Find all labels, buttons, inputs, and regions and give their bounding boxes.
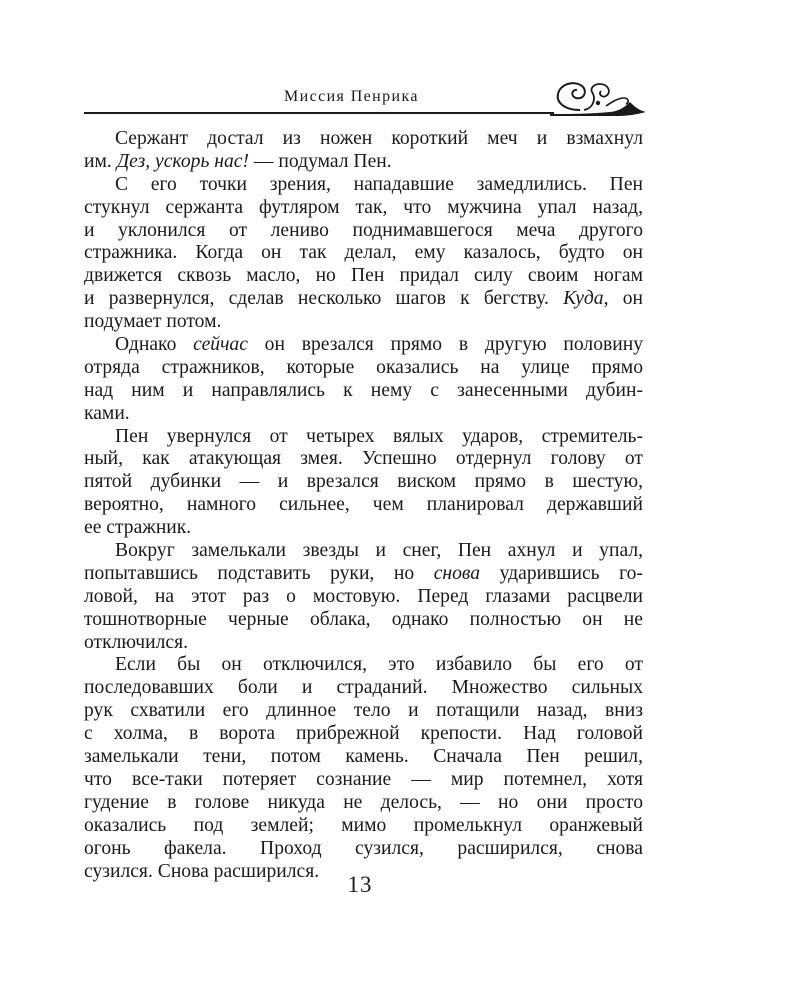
- text-run: сузился. Снова расширился.: [84, 860, 320, 882]
- text-line: [84, 723, 643, 746]
- text-run: Однако: [115, 334, 194, 356]
- italic-text-run: Куда: [563, 288, 604, 310]
- text-line: [84, 220, 643, 243]
- text-line: [84, 815, 643, 838]
- text-run: над ним и направлялись к нему с занесенными дубин-: [84, 379, 643, 401]
- text-line: [84, 563, 643, 586]
- running-title: Миссия Пенрика: [284, 88, 419, 105]
- text-run: движется сквозь масло, но Пен придал силу своим ногам: [84, 265, 643, 287]
- text-run: — подумал Пен.: [249, 150, 392, 172]
- text-line: [84, 517, 643, 540]
- text-line: [84, 586, 643, 609]
- text-run: тошнотворные черные облака, однако полностью он не: [84, 608, 643, 630]
- text-line: [84, 174, 643, 197]
- text-run: вероятно, намного сильнее, чем планировал державший: [84, 494, 643, 516]
- text-run: замелькали тени, потом камень. Сначала Пен решил,: [84, 746, 643, 768]
- text-line: [84, 357, 643, 380]
- text-line: [84, 151, 643, 174]
- text-line: [84, 700, 643, 723]
- text-run: отключился.: [84, 631, 189, 653]
- text-line: [84, 311, 643, 334]
- text-line: [84, 632, 643, 655]
- text-run: Если бы он отключился, это избавило бы его от: [115, 654, 643, 676]
- text-run: стукнул сержанта футляром так, что мужчина упал назад,: [84, 196, 643, 218]
- text-run: оказались под землей; мимо промелькнул оранжевый: [84, 814, 643, 836]
- page-number: 13: [347, 872, 373, 897]
- text-line: [84, 609, 643, 632]
- text-run: Вокруг замелькали звезды и снег, Пен ахнул и упал,: [115, 540, 643, 562]
- text-run: что все-таки потеряет сознание — мир потемнел, хотя: [84, 768, 643, 790]
- header-rule: [84, 112, 554, 114]
- text-run: попытавшись подставить руки, но: [84, 562, 434, 584]
- text-run: стражника. Когда он так делал, ему казалось, будто он: [84, 242, 643, 264]
- text-run: с холма, в ворота прибрежной крепости. Над головой: [84, 723, 643, 745]
- text-run: С его точки зрения, нападавшие замедлились. Пен: [115, 173, 643, 195]
- italic-text-run: Дез, ускорь нас!: [116, 150, 249, 172]
- text-line: [84, 242, 643, 265]
- paragraph: [84, 540, 643, 654]
- text-run: он врезался прямо в другую половину: [247, 334, 644, 356]
- text-line: [84, 265, 643, 288]
- body-text: [84, 128, 643, 883]
- text-run: им.: [84, 150, 117, 172]
- text-line: [84, 288, 643, 311]
- text-run: рук схватили его длинное тело и потащили назад, вниз: [84, 700, 643, 722]
- scroll-swirl-ornament-icon: [550, 76, 646, 120]
- text-line: [84, 494, 643, 517]
- text-line: [84, 792, 643, 815]
- text-run: ками.: [84, 402, 130, 424]
- text-line: [84, 426, 643, 449]
- text-line: [84, 471, 643, 494]
- text-line: [84, 654, 643, 677]
- text-run: ее стражник.: [84, 517, 192, 539]
- paragraph: [84, 654, 643, 883]
- italic-text-run: сейчас: [193, 334, 248, 356]
- running-head: [84, 70, 644, 116]
- text-line: [84, 769, 643, 792]
- text-run: пятой дубинки — и врезался виском прямо в шестую,: [84, 471, 643, 493]
- text-run: , он: [603, 288, 643, 310]
- text-line: [84, 677, 643, 700]
- italic-text-run: снова: [433, 562, 481, 584]
- paragraph: [84, 128, 643, 174]
- text-run: отряда стражников, которые оказались на улице прямо: [84, 356, 643, 378]
- paragraph: [84, 334, 643, 426]
- text-run: Пен увернулся от четырех вялых ударов, стремитель-: [115, 425, 643, 447]
- paragraph: [84, 174, 643, 334]
- text-run: ловой, на этот раз о мостовую. Перед глазами расцвели: [84, 585, 643, 607]
- text-run: последовавших боли и страданий. Множество сильных: [84, 677, 643, 699]
- text-run: гудение в голове никуда не делось, — но они просто: [84, 791, 643, 813]
- text-run: Сержант достал из ножен короткий меч и взмахнул: [115, 128, 643, 149]
- text-run: подумает потом.: [84, 311, 222, 333]
- paragraph: [84, 426, 643, 540]
- text-run: и уклонился от лениво поднимавшегося меча другого: [84, 219, 643, 241]
- text-line: [84, 403, 643, 426]
- text-line: [84, 838, 643, 861]
- text-line: [84, 746, 643, 769]
- text-run: и развернулся, сделав несколько шагов к бегству.: [84, 288, 564, 310]
- text-line: [84, 540, 643, 563]
- text-line: [84, 334, 643, 357]
- text-run: огонь факела. Проход сузился, расширился, снова: [84, 837, 643, 859]
- text-line: [84, 448, 643, 471]
- text-run: ударившись го-: [480, 562, 643, 584]
- text-line: [84, 128, 643, 151]
- text-line: [84, 197, 643, 220]
- text-run: ный, как атакующая змея. Успешно отдернул голову от: [84, 448, 643, 470]
- text-line: [84, 380, 643, 403]
